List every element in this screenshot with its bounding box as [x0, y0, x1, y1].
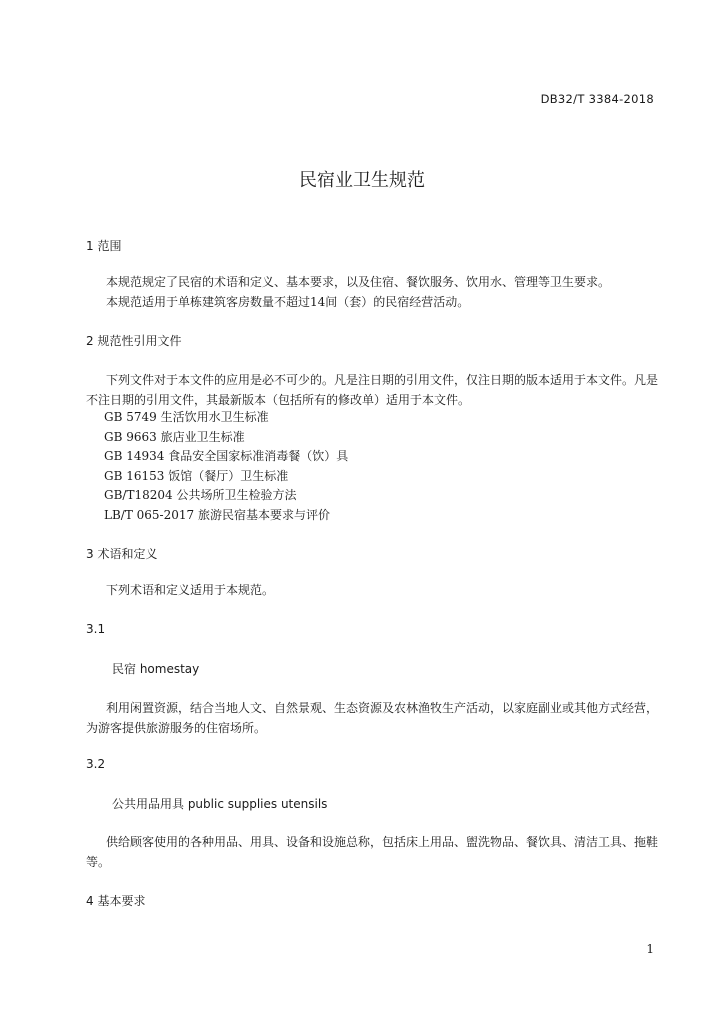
scope-paragraph: 本规范规定了民宿的术语和定义、基本要求，以及住宿、餐饮服务、饮用水、管理等卫生要求。: [106, 275, 611, 289]
document-title: 民宿业卫生规范: [299, 170, 425, 191]
term-title: 民宿 homestay: [112, 662, 200, 676]
scope-paragraph: 本规范适用于单栋建筑客房数量不超过14间（套）的民宿经营活动。: [106, 295, 470, 309]
terms-intro: 下列术语和定义适用于本规范。: [106, 583, 275, 597]
section-heading-scope: 1 范围: [86, 239, 122, 253]
term-number: 3.1: [86, 622, 106, 636]
term-definition: 利用闲置资源，结合当地人文、自然景观、生态资源及农林渔牧生产活动，以家庭副业或其他方式经营，为游客提供旅游服务的住宿场所。: [86, 701, 659, 735]
reference-item: GB 14934 食品安全国家标准消毒餐（饮）具: [104, 449, 349, 463]
term-definition: 供给顾客使用的各种用品、用具、设备和设施总称，包括床上用品、盥洗物品、餐饮具、清洁工具、拖鞋等。: [86, 835, 659, 869]
references-intro: 下列文件对于本文件的应用是必不可少的。凡是注日期的引用文件，仅注日期的版本适用于本文件。凡是不注日期的引用文件，其最新版本（包括所有的修改单）适用于本文件。: [86, 373, 659, 407]
reference-item: GB 9663 旅店业卫生标准: [104, 430, 245, 444]
reference-item: GB/T18204 公共场所卫生检验方法: [104, 488, 297, 502]
section-heading-normative-references: 2 规范性引用文件: [86, 334, 182, 348]
reference-item: GB 16153 饭馆（餐厅）卫生标准: [104, 469, 289, 483]
page-number: 1: [646, 942, 654, 956]
section-heading-terms: 3 术语和定义: [86, 547, 158, 561]
standard-code: DB32/T 3384-2018: [540, 92, 654, 106]
reference-item: GB 5749 生活饮用水卫生标准: [104, 410, 269, 424]
term-title: 公共用品用具 public supplies utensils: [112, 797, 328, 811]
reference-item: LB/T 065-2017 旅游民宿基本要求与评价: [104, 508, 330, 522]
term-number: 3.2: [86, 757, 106, 771]
section-heading-basic-requirements: 4 基本要求: [86, 894, 146, 908]
